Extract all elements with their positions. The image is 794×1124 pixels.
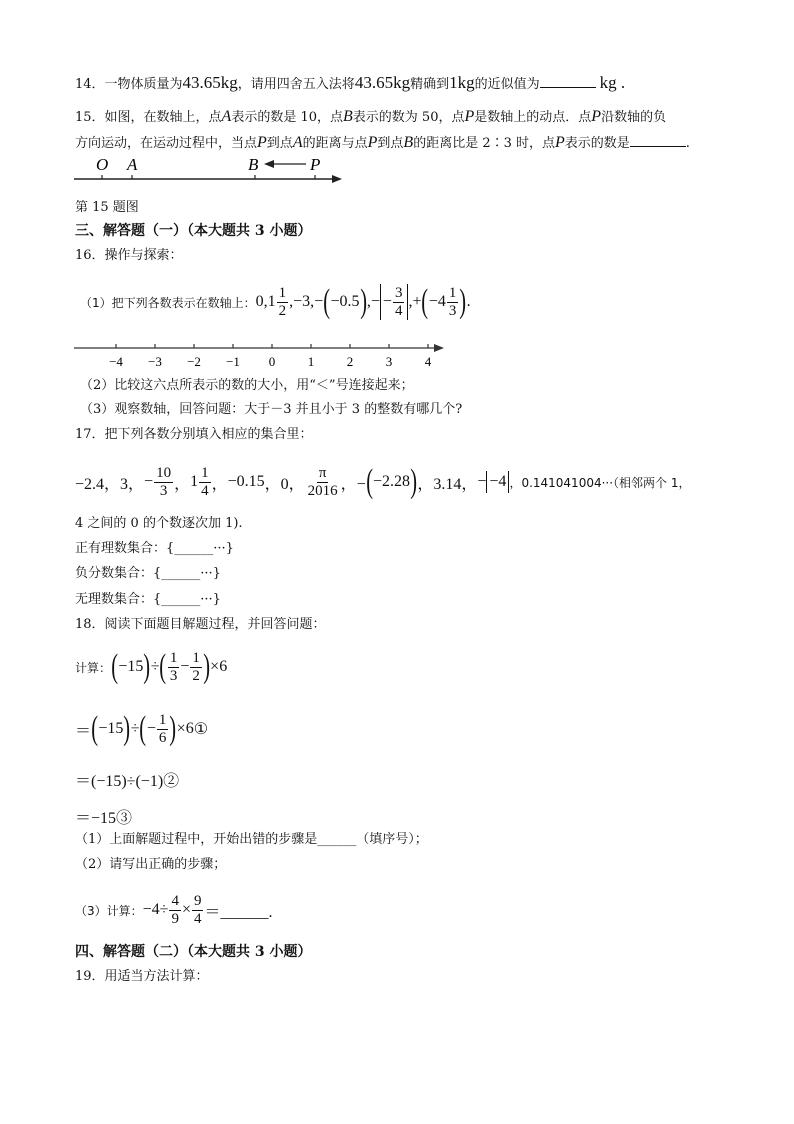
fraction-one-half: $\frac{1}{2}$ [278, 284, 287, 319]
absolute-value: − $\frac{3}{4}$ [380, 284, 409, 320]
axis-tick-label: −3 [148, 354, 162, 369]
question-14: 14．一物体质量为43.65kg，请用四舍五入法将43.65kg精确到1kg的近似值为 kg . [75, 73, 626, 92]
question-16-part-2: （2）比较这六点所表示的数的大小，用“＜”号连接起来； [80, 378, 414, 393]
axis-tick-label: −4 [109, 354, 123, 369]
question-18-part-1: （1）上面解题过程中，开始出错的步骤是______（填序号）； [75, 832, 428, 847]
axis-tick-label: 4 [424, 354, 432, 369]
axis-arrow-icon [434, 344, 444, 352]
axis-arrow-icon [332, 175, 342, 183]
question-17-numbers: −2.4，3， − $\frac{10}{3}$ ， 1 $\frac{1}{4}$ ， −0.15 ，0， $\frac{\pi}{2016}$ ，− ( −2.28 ) ，3.14， − −4 ，0.141041004···（相邻两个 1， [75, 463, 691, 500]
label-p: P [310, 155, 321, 174]
question-19: 19．用适当方法计算： [75, 969, 209, 984]
set-negative-fraction[interactable]: 负分数集合：{______···} [75, 566, 221, 581]
axis-tick-label: 2 [346, 354, 354, 369]
set-irrational[interactable]: 无理数集合：{______···} [75, 592, 221, 607]
question-16-part-3: （3）观察数轴，回答问题：大于－3 并且小于 3 的整数有哪几个? [80, 402, 463, 417]
axis-tick-label: 1 [307, 354, 315, 369]
question-18-part-3: （3）计算： −4÷ $\frac{4}{9}$ × $\frac{9}{4}$ ＝______. [75, 892, 273, 927]
answer-blank[interactable] [630, 134, 686, 147]
figure-caption: 第 15 题图 [75, 200, 139, 215]
set-positive-rational[interactable]: 正有理数集合：{______···} [75, 541, 234, 556]
number-line-figure [70, 152, 350, 188]
axis-tick-label: −1 [226, 354, 240, 369]
step-1: ＝ ( −15 ) ÷ ( − $\frac{1}{6}$ ) ×6 ① [75, 710, 209, 747]
calc-expression: 计算： ( −15 ) ÷ ( $\frac{1}{3}$ − $\frac{1}{2}$ ) ×6 [75, 648, 228, 685]
question-17-title: 17．把下列各数分别填入相应的集合里： [75, 427, 313, 442]
axis-tick-label: −2 [187, 354, 201, 369]
question-16-part-1: （1）把下列各数表示在数轴上： 0, 1 $\frac{1}{2}$ ,−3,− ( −0.5 ) ,− − $\frac{3}{4}$ ,+ ( −4 $\frac{1}{3}$ ) . [80, 283, 471, 320]
question-18-title: 18．阅读下面题目解题过程，并回答问题： [75, 617, 326, 632]
axis-tick-label: 0 [268, 354, 276, 369]
left-arrow-icon [264, 160, 274, 168]
question-17-note: 4 之间的 0 的个数逐次加 1). [75, 516, 243, 531]
label-a: A [127, 155, 138, 174]
question-16-title: 16．操作与探索： [75, 248, 183, 263]
section-heading-4: 四、解答题（二）（本大题共 3 小题） [75, 944, 312, 960]
section-heading-3: 三、解答题（一）（本大题共 3 小题） [75, 223, 312, 239]
step-3: ＝−15③ [75, 809, 133, 827]
question-15-line-2: 方向运动，在运动过程中，当点P到点A的距离与点P到点B的距离比是 2∶3 时，点P表示的数是 . [75, 134, 690, 151]
question-15-line-1: 15．如图，在数轴上，点A表示的数是 10，点B表示的数为 50，点P是数轴上的动点．点P沿数轴的负 [75, 108, 667, 125]
label-o: O [96, 155, 109, 174]
question-18-part-2: （2）请写出正确的步骤； [75, 857, 227, 872]
answer-blank[interactable] [540, 75, 596, 88]
step-2: ＝(−15)÷(−1)② [75, 772, 180, 790]
axis-tick-label: 3 [385, 354, 393, 369]
number-line-blank [70, 332, 450, 372]
label-b: B [248, 155, 259, 174]
